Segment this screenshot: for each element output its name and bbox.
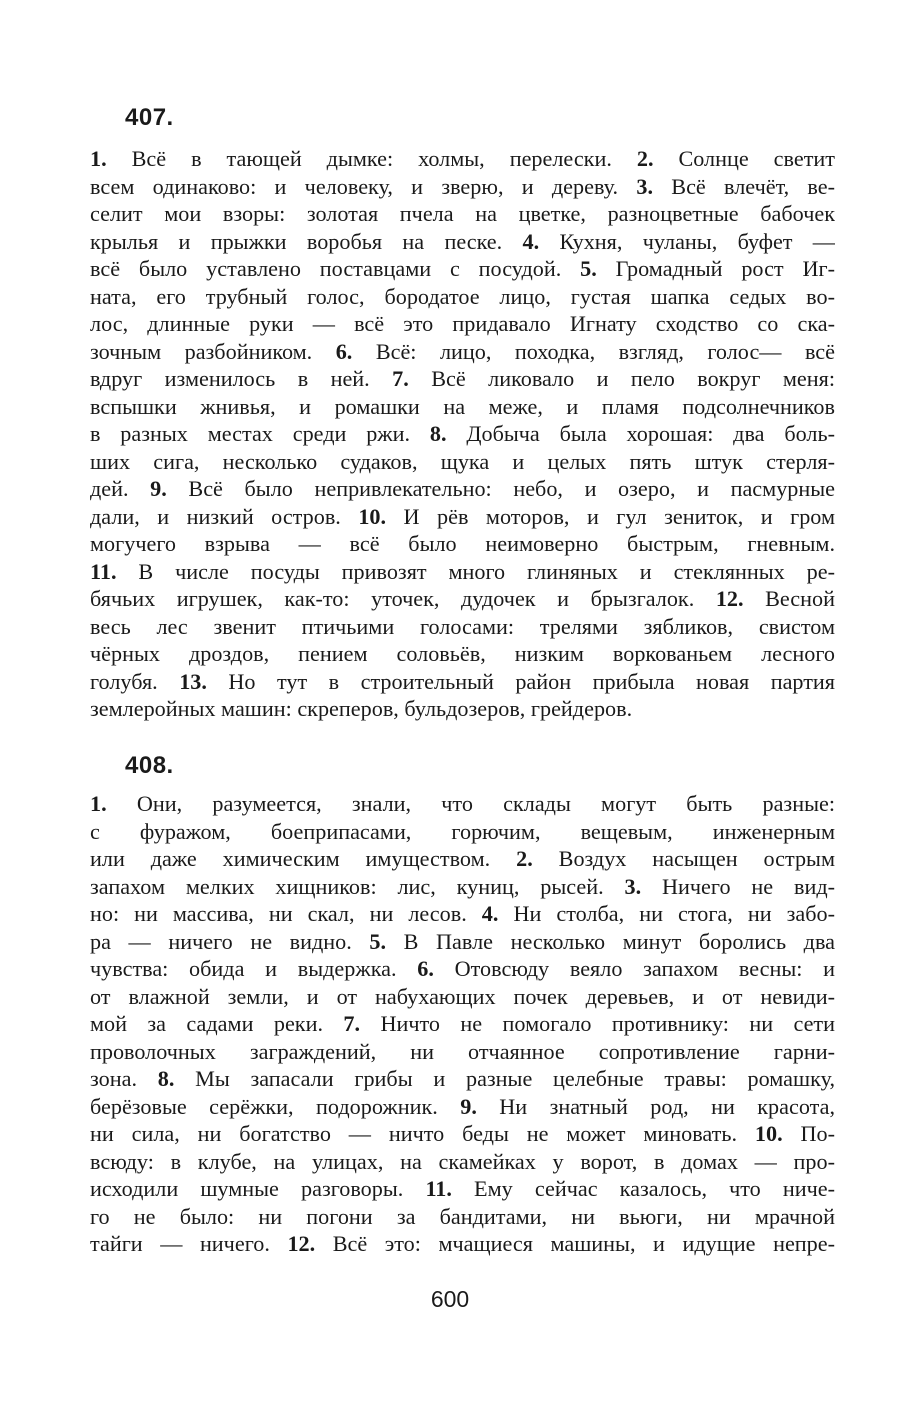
text-line: лос, длинные руки — всё это придавало Игнату сходство со ска- xyxy=(90,311,835,336)
text-line: берёзовые серёжки, подорожник. 9. Ни знатный род, ни красота, xyxy=(90,1093,835,1119)
text-line: голубя. 13. Но тут в строительный район прибыла новая партия xyxy=(90,668,835,694)
text-line: крылья и прыжки воробья на песке. 4. Кухня, чуланы, буфет — xyxy=(90,228,835,254)
text-line: весь лес звенит птичьими голосами: трелями зябликов, свистом xyxy=(90,613,835,639)
text-line: го не было: ни погони за бандитами, ни вьюги, ни мрачной xyxy=(90,1203,835,1229)
text-line: тайги — ничего. 12. Всё это: мчащиеся машины, и идущие непре- xyxy=(90,1231,835,1256)
text-line: ни сила, ни богатство — ничто беды не может миновать. 10. По- xyxy=(90,1121,835,1146)
text-line: исходили шумные разговоры. 11. Ему сейчас казалось, что ниче- xyxy=(90,1176,835,1201)
text-line: от влажной земли, и от набухающих почек деревьев, и от невиди- xyxy=(90,983,835,1009)
text-line: проволочных заграждений, ни отчаянное сопротивление гарни- xyxy=(90,1038,835,1064)
text-line: чувства: обида и выдержка. 6. Отовсюду веяло запахом весны: и xyxy=(90,956,835,981)
text-line: ших сига, несколько судаков, щука и целых пять штук стерля- xyxy=(90,448,835,474)
text-line: с фуражом, боеприпасами, горючим, вещевым, инженерным xyxy=(90,818,835,844)
text-line: 1. Они, разумеется, знали, что склады могут быть разные: xyxy=(90,791,835,816)
text-line: запахом мелких хищников: лис, куниц, рысей. 3. Ничего не вид- xyxy=(90,873,835,899)
text-line: вспышки жнивья, и ромашки на меже, и пламя подсолнечников xyxy=(90,393,835,419)
text-line: мой за садами реки. 7. Ничто не помогало противнику: ни сети xyxy=(90,1011,835,1036)
text-line: зона. 8. Мы запасали грибы и разные целебные травы: ромашку, xyxy=(90,1066,835,1091)
text-line: но: ни массива, ни скал, ни лесов. 4. Ни столба, ни стога, ни забо- xyxy=(90,901,835,926)
text-line: бячьих игрушек, как-то: уточек, дудочек и брызгалок. 12. Весной xyxy=(90,586,835,611)
text-line: могучего взрыва — всё было неимоверно быстрым, гневным. xyxy=(90,531,835,556)
text-line: в разных местах среди ржи. 8. Добыча была хорошая: два боль- xyxy=(90,421,835,446)
text-line: ра — ничего не видно. 5. В Павле несколько минут боролись два xyxy=(90,928,835,954)
text-line: всюду: в клубе, на улицах, на скамейках у ворот, в домах — про- xyxy=(90,1148,835,1174)
page-number: 600 xyxy=(430,1286,470,1312)
exercise-number-408: 408. xyxy=(125,752,174,779)
text-line: или даже химическим имуществом. 2. Воздух насыщен острым xyxy=(90,846,835,871)
text-line: селит мои взоры: золотая пчела на цветке, разноцветные бабочек xyxy=(90,201,835,226)
text-line: чёрных дроздов, пением соловьёв, низким воркованьем лесного xyxy=(90,641,835,666)
exercise-number-407: 407. xyxy=(125,104,174,131)
text-line: вдруг изменилось в ней. 7. Всё ликовало и пело вокруг меня: xyxy=(90,366,835,391)
text-line: землеройных машин: скреперов, бульдозеров, грейдеров. xyxy=(90,696,633,721)
text-line: ната, его трубный голос, бородатое лицо, густая шапка седых во- xyxy=(90,283,835,309)
text-line: 1. Всё в тающей дымке: холмы, перелески. 2. Солнце светит xyxy=(90,146,835,171)
text-line: всем одинаково: и человеку, и зверю, и дереву. 3. Всё влечёт, ве- xyxy=(90,173,835,199)
text-line: дей. 9. Всё было непривлекательно: небо, и озеро, и пасмурные xyxy=(90,476,835,501)
text-line: зочным разбойником. 6. Всё: лицо, походка, взгляд, голос— всё xyxy=(90,338,835,364)
text-line: 11. В числе посуды привозят много глиняных и стеклянных ре- xyxy=(90,558,835,584)
text-line: всё было уставлено поставцами с посудой. 5. Громадный рост Иг- xyxy=(90,256,835,281)
text-line: дали, и низкий остров. 10. И рёв моторов, и гул зениток, и гром xyxy=(90,503,835,529)
exercise-407-text xyxy=(90,145,835,723)
exercise-408-text xyxy=(90,790,835,1258)
